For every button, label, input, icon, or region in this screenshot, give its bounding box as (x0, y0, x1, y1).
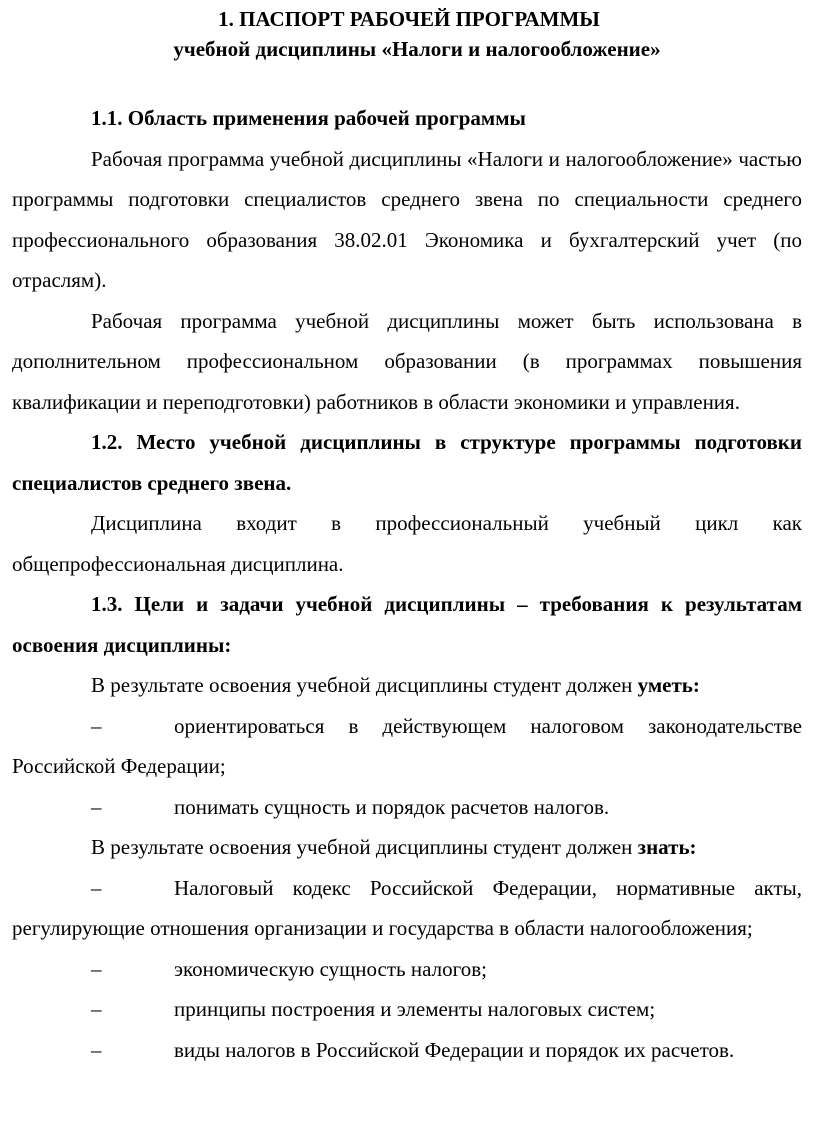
dash-marker: – (91, 997, 102, 1021)
knowledge-keyword: знать: (637, 835, 697, 859)
paragraph: Рабочая программа учебной дисциплины «Налоги и налогообложение» частью программы подготовки специалистов среднего звена по специальности среднего профессионального образования 38.02.01 Экономика и бухгалтерский учет (по отраслям). (12, 146, 802, 292)
list-item-text: принципы построения и элементы налоговых систем; (174, 997, 656, 1021)
list-item-text: Налоговый кодекс Российской Федерации, нормативные акты, регулирующие отношения организации и государства в области налогообложения; (12, 875, 802, 940)
dash-marker: – (91, 713, 102, 738)
list-item (12, 1030, 802, 1071)
list-item (12, 949, 802, 990)
paragraph: Рабочая программа учебной дисциплины может быть использована в дополнительном профессиональном образовании (в программах повышения квалификации и переподготовки) работников в области экономики и управления. (12, 308, 802, 414)
section-heading-1-3: 1.3. Цели и задачи учебной дисциплины – требования к результатам освоения дисциплины: (12, 592, 802, 657)
dash-marker: – (91, 956, 102, 981)
skills-intro (12, 665, 802, 706)
list-item (12, 706, 802, 787)
list-item-text: ориентироваться в действующем налоговом законодательстве Российской Федерации; (12, 713, 802, 778)
dash-marker: – (91, 794, 102, 819)
paragraph: Дисциплина входит в профессиональный учебный цикл как общепрофессиональная дисциплина. (12, 511, 802, 576)
knowledge-intro (12, 827, 802, 868)
list-item-text: экономическую сущность налогов; (174, 956, 487, 981)
section-heading-1-1: 1.1. Область применения рабочей программы (91, 106, 526, 130)
knowledge-intro-text: В результате освоения учебной дисциплины студент должен (91, 835, 638, 859)
document-subtitle: учебной дисциплины «Налоги и налогообложение» (173, 37, 661, 61)
list-item (12, 868, 802, 949)
skills-keyword: уметь: (637, 673, 700, 697)
section-heading-1-2: 1.2. Место учебной дисциплины в структуре программы подготовки специалистов среднего звена. (12, 430, 802, 495)
list-item (12, 989, 802, 1030)
list-item (12, 787, 802, 828)
dash-marker: – (91, 1037, 102, 1062)
document-title: 1. ПАСПОРТ РАБОЧЕЙ ПРОГРАММЫ (218, 7, 600, 31)
list-item-text: виды налогов в Российской Федерации и порядок их расчетов. (174, 1037, 735, 1062)
skills-intro-text: В результате освоения учебной дисциплины студент должен (91, 673, 638, 697)
list-item-text: понимать сущность и порядок расчетов налогов. (174, 794, 610, 819)
dash-marker: – (91, 875, 102, 900)
